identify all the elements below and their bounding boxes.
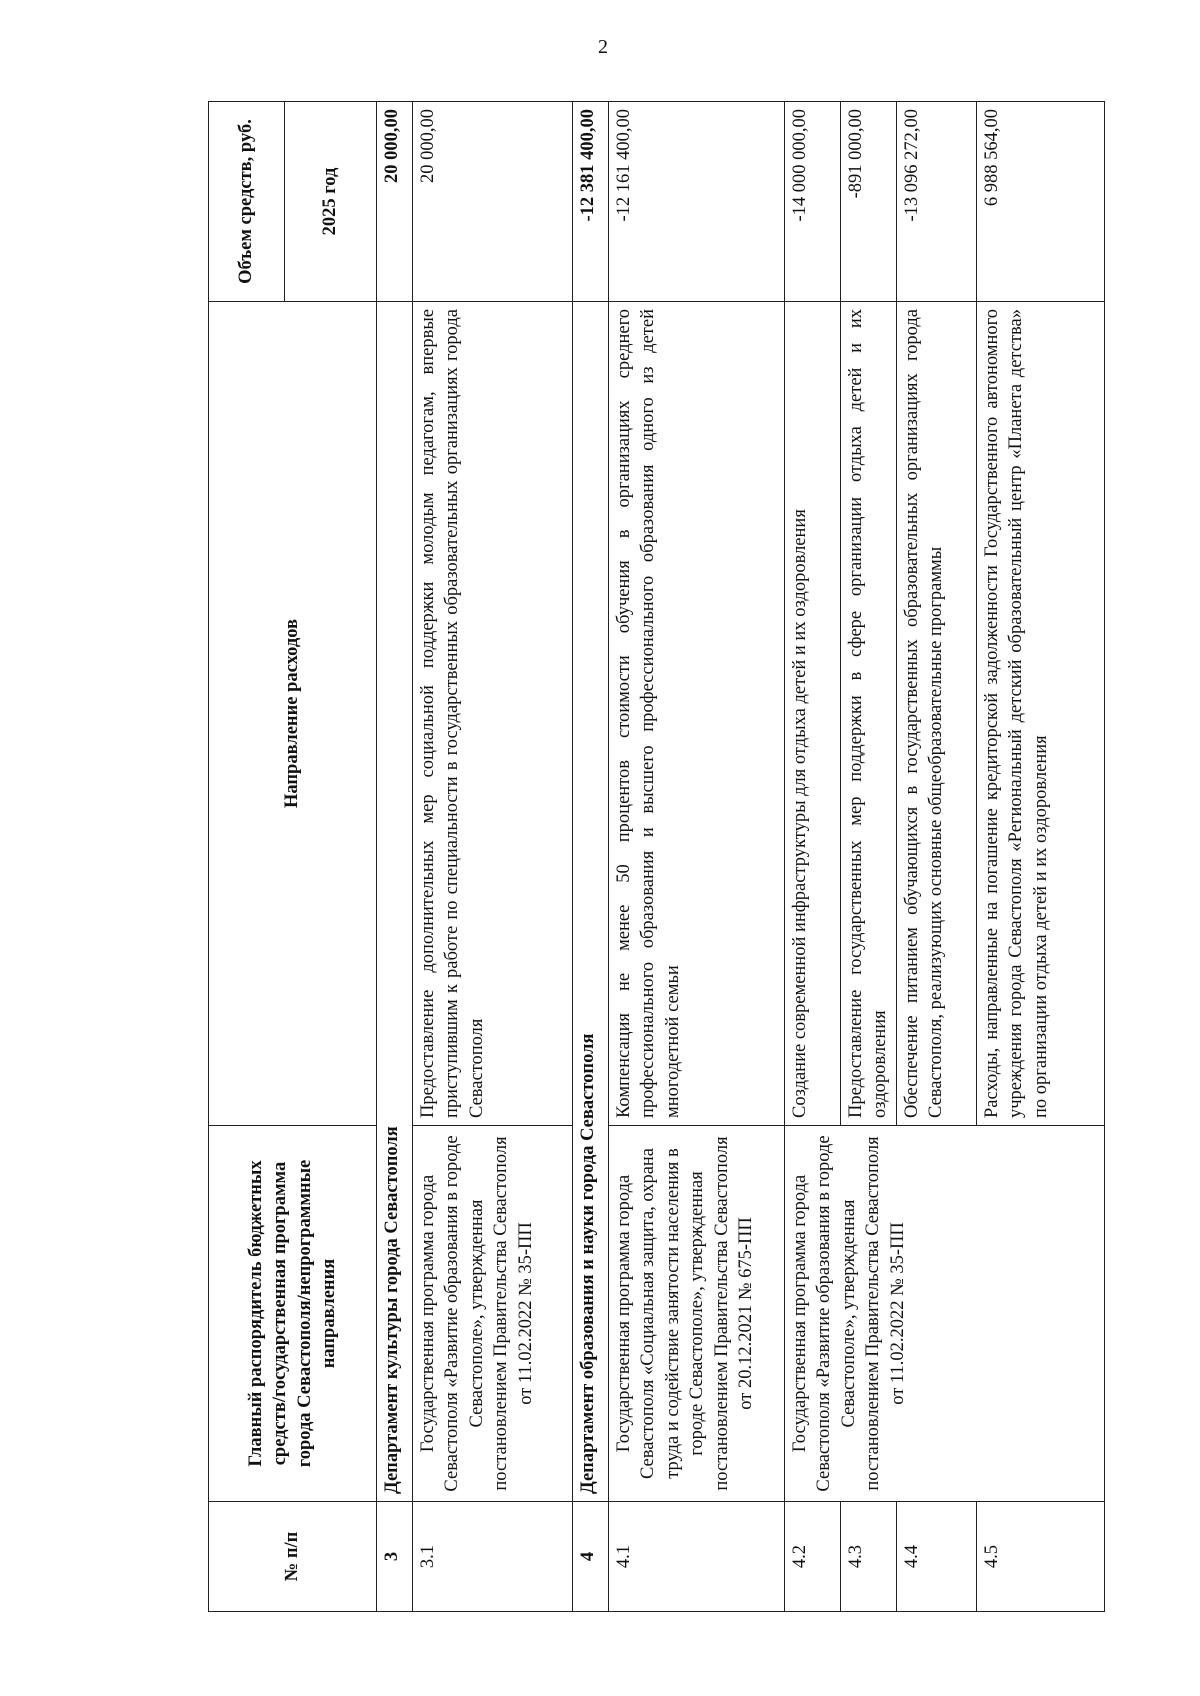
row-amount: -12 161 400,00 — [609, 102, 785, 302]
header-num: № п/п — [209, 1502, 377, 1612]
row-program: Государственная программа города Севастополя «Развитие образования в городе Севастополе», утвержденная постановлением Правительства Севастополя от 11.02.2022 № 35-ПП — [785, 1126, 1105, 1502]
table-header-row — [209, 102, 285, 1612]
row-direction: Создание современной инфраструктуры для отдыха детей и их оздоровления — [785, 302, 841, 1126]
row-amount: 20 000,00 — [413, 102, 573, 302]
page-number: 2 — [598, 36, 608, 58]
row-direction: Обеспечение питанием обучающихся в государственных образовательных организациях города Севастополя, реализующих основные общеобразовательные программы — [896, 302, 976, 1126]
dept-amount: 20 000,00 — [377, 102, 413, 302]
table-row-4-1 — [609, 102, 785, 1612]
row-num: 4.3 — [841, 1502, 897, 1612]
row-program: Государственная программа города Севастополя «Развитие образования в городе Севастополе», утвержденная постановлением Правительства Севастополя от 11.02.2022 № 35-ПП — [413, 1126, 573, 1502]
row-direction: Предоставление дополнительных мер социальной поддержки молодым педагогам, впервые приступившим к работе по специальности в государственных образовательных организациях города Севастополя — [413, 302, 573, 1126]
row-direction: Компенсация не менее 50 процентов стоимости обучения в организациях среднего профессионального образования и высшего профессионального образования одного из детей многодетной семьи — [609, 302, 785, 1126]
dept-name: Департамент культуры города Севастополя — [377, 302, 413, 1502]
row-num: 4.5 — [976, 1502, 1104, 1612]
rotated-table-container — [208, 102, 1100, 1612]
row-num: 4.4 — [896, 1502, 976, 1612]
row-amount: -13 096 272,00 — [896, 102, 976, 302]
row-num: 4.2 — [785, 1502, 841, 1612]
row-direction: Предоставление государственных мер поддержки в сфере организации отдыха детей и их оздоровления — [841, 302, 897, 1126]
header-year: 2025 год — [285, 102, 377, 302]
expenditure-table — [208, 101, 1105, 1612]
dept-name: Департамент образования и науки города Севастополя — [573, 302, 609, 1502]
row-amount: 6 988 564,00 — [976, 102, 1104, 302]
table-row-dept-4 — [573, 102, 609, 1612]
table-row-3-1 — [413, 102, 573, 1612]
row-amount: -891 000,00 — [841, 102, 897, 302]
row-program: Государственная программа города Севастополя «Социальная защита, охрана труда и содействие занятости населения в городе Севастополе», утвержденная постановлением Правительства Севастополя от 20.12.2021 № 675-ПП — [609, 1126, 785, 1502]
dept-amount: -12 381 400,00 — [573, 102, 609, 302]
row-amount: -14 000 000,00 — [785, 102, 841, 302]
header-direction: Направление расходов — [209, 302, 377, 1126]
row-num: 4 — [573, 1502, 609, 1612]
table-row-dept-3 — [377, 102, 413, 1612]
row-num: 4.1 — [609, 1502, 785, 1612]
header-program: Главный распорядитель бюджетных средств/государственная программа города Севастополя/непрограммные направления — [209, 1126, 377, 1502]
row-direction: Расходы, направленные на погашение кредиторской задолженности Государственного автономного учреждения города Севастополя «Региональный детский образовательный центр «Планета детства» по организации отдыха детей и их оздоровления — [976, 302, 1104, 1126]
row-num: 3 — [377, 1502, 413, 1612]
row-num: 3.1 — [413, 1502, 573, 1612]
table-row-4-2 — [785, 102, 841, 1612]
header-amount: Объем средств, руб. — [209, 102, 285, 302]
